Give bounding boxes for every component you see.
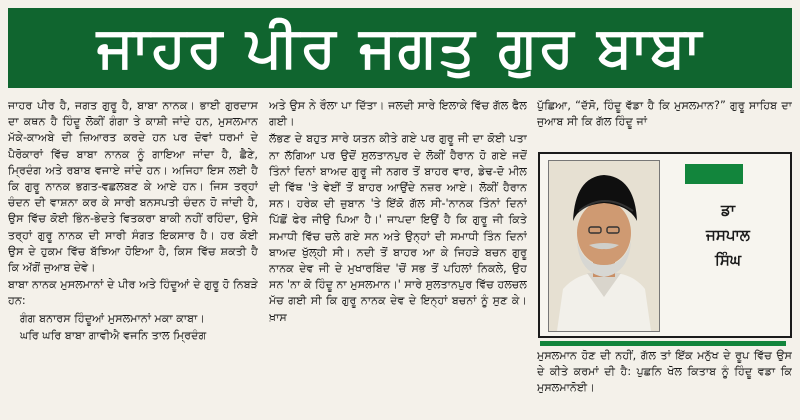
- verse-line: ਗੰਗ ਬਨਾਰਸ ਹਿੰਦੂਆਂ ਮੁਸਲਮਾਨਾਂ ਮਕਾ ਕਾਬਾ।: [20, 311, 205, 325]
- author-portrait-image: [549, 161, 659, 331]
- headline: ਜਾਹਰ ਪੀਰ ਜਗਤੁ ਗੁਰ ਬਾਬਾ: [96, 15, 704, 80]
- author-last-name: ਸਿੰਘ: [715, 251, 741, 269]
- author-name: [668, 198, 788, 273]
- article-column-2: [269, 98, 527, 420]
- paragraph: ਮੁਸਲਮਾਨ ਹੋਣ ਦੀ ਨਹੀਂ, ਗੱਲ ਤਾਂ ਇੱਕ ਮਨੁੱਖ ਦੇ ਰੂਪ ਵਿੱਚ ਉਸ ਦੇ ਕੀਤੇ ਕਰਮਾਂ ਦੀ ਹੈ: ਪੁਛਨਿ ਖੋਲ ਕਿਤਾਬ ਨੂੰ ਹਿੰਦੂ ਵਡਾ ਕਿ ਮੁਸਲਮਾਨੋਈ।: [537, 349, 792, 395]
- article-column-3-top: [537, 98, 792, 150]
- paragraph: ਪੁੱਛਿਆ, “ਦੱਸੋ, ਹਿੰਦੂ ਵੱਡਾ ਹੈ ਕਿ ਮੁਸਲਮਾਨ?” ਗੁਰੂ ਸਾਹਿਬ ਦਾ ਜੁਆਬ ਸੀ ਕਿ ਗੱਲ ਹਿੰਦੂ ਜਾਂ: [537, 99, 792, 129]
- paragraph: ਅਤੇ ਉਸ ਨੇ ਰੌਲਾ ਪਾ ਦਿੱਤਾ। ਜਲਦੀ ਸਾਰੇ ਇਲਾਕੇ ਵਿੱਚ ਗੱਲ ਫੈਲ ਗਈ।: [269, 99, 527, 129]
- author-title: ਡਾ: [720, 201, 736, 219]
- article-column-1: [8, 98, 258, 420]
- paragraph: ਲੱਭਣ ਦੇ ਬਹੁਤ ਸਾਰੇ ਯਤਨ ਕੀਤੇ ਗਏ ਪਰ ਗੁਰੂ ਜੀ ਦਾ ਕੋਈ ਪਤਾ ਨਾ ਲੱਗਿਆ ਪਰ ਉਦੋਂ ਸੁਲਤਾਨਪੁਰ ਦੇ ਲੋਕੀਂ ਹੈਰਾਨ ਹੋ ਗਏ ਜਦੋਂ ਤਿੰਨਾਂ ਦਿਨਾਂ ਬਾਅਦ ਗੁਰੂ ਜੀ ਨਗਰ ਤੋਂ ਬਾਹਰ ਵਾਰ, ਡੇਢ-ਦੋ ਮੀਲ ਦੀ ਵਿੱਥ 'ਤੇ ਵੇਈਂ ਤੋਂ ਬਾਹਰ ਆਉਂਦੇ ਨਜ਼ਰ ਆਏ। ਲੋਕੀਂ ਹੈਰਾਨ ਸਨ। ਹਰੇਕ ਦੀ ਜ਼ੁਬਾਨ 'ਤੇ ਇੱਕੋ ਗੱਲ ਸੀ-'ਨਾਨਕ ਤਿੰਨਾਂ ਦਿਨਾਂ ਪਿੱਛੋਂ ਫੇਰ ਜੀਉ ਪਿਆ ਹੈ।' ਜਾਪਦਾ ਇਉਂ ਹੈ ਕਿ ਗੁਰੂ ਜੀ ਕਿਤੇ ਸਮਾਧੀ ਵਿੱਚ ਚਲੇ ਗਏ ਸਨ ਅਤੇ ਉਨ੍ਹਾਂ ਦੀ ਸਮਾਧੀ ਤਿੰਨ ਦਿਨਾਂ ਬਾਅਦ ਖੁੱਲ੍ਹੀ ਸੀ। ਨਦੀ ਤੋਂ ਬਾਹਰ ਆ ਕੇ ਜਿਹੜੇ ਬਚਨ ਗੁਰੂ ਨਾਨਕ ਦੇਵ ਜੀ ਦੇ ਮੁਖਾਰਬਿੰਦ 'ਚੋਂ ਸਭ ਤੋਂ ਪਹਿਲਾਂ ਨਿਕਲੇ, ਉਹ ਸਨ 'ਨਾ ਕੋ ਹਿੰਦੂ ਨਾ ਮੁਸਲਮਾਨ।' ਸਾਰੇ ਸੁਲਤਾਨਪੁਰ ਵਿੱਚ ਹਲਚਲ ਮੱਚ ਗਈ ਸੀ ਕਿ ਗੁਰੂ ਨਾਨਕ ਦੇਵ ਦੇ ਇਨ੍ਹਾਂ ਬਚਨਾਂ ਨੂੰ ਸੁਣ ਕੇ। ਖ਼ਾਸ: [269, 132, 527, 324]
- author-photo: [548, 160, 660, 332]
- paragraph: ਜਾਹਰ ਪੀਰ ਹੈ, ਜਗਤ ਗੁਰੂ ਹੈ, ਬਾਬਾ ਨਾਨਕ। ਭਾਈ ਗੁਰਦਾਸ ਦਾ ਕਥਨ ਹੈ ਹਿੰਦੂ ਲੋਕੀਂ ਗੰਗਾ ਤੇ ਕਾਸ਼ੀ ਜਾਂਦੇ ਹਨ, ਮੁਸਲਮਾਨ ਮੱਕੇ-ਕਾਅਬੇ ਦੀ ਜ਼ਿਆਰਤ ਕਰਦੇ ਹਨ ਪਰ ਦੋਵਾਂ ਧਰਮਾਂ ਦੇ ਪੈਰੋਕਾਰਾਂ ਵਿੱਚ ਬਾਬਾ ਨਾਨਕ ਨੂੰ ਗਾਇਆ ਜਾਂਦਾ ਹੈ, ਛੈਣੇ, ਮ੍ਰਿਦੰਗ ਅਤੇ ਰਬਾਬ ਵਜਾਏ ਜਾਂਦੇ ਹਨ। ਅਜਿਹਾ ਇਸ ਲਈ ਹੈ ਕਿ ਗੁਰੂ ਨਾਨਕ ਭਗਤ-ਵਛਲਬਣ ਕੇ ਆਏ ਹਨ। ਜਿਸ ਤਰ੍ਹਾਂ ਚੰਦਨ ਦੀ ਵਾਸ਼ਨਾ ਕਰ ਕੇ ਸਾਰੀ ਬਨਸਪਤੀ ਚੰਦਨ ਹੋ ਜਾਂਦੀ ਹੈ, ਉਸ ਵਿੱਚ ਕੋਈ ਭਿੰਨ-ਭੇਦਤੇ ਵਿਤਕਰਾ ਬਾਕੀ ਨਹੀਂ ਰਹਿੰਦਾ, ਉਸੇ ਤਰ੍ਹਾਂ ਗੁਰੂ ਨਾਨਕ ਦੀ ਸਾਰੀ ਸੰਗਤ ਇਕਸਾਰ ਹੈ। ਹਰ ਕੋਈ ਉਸ ਦੇ ਹੁਕਮ ਵਿੱਚ ਬੱਝਿਆ ਹੋਇਆ ਹੈ, ਕਿਸ ਵਿੱਚ ਸ਼ਕਤੀ ਹੈ ਕਿ ਅੱਗੋਂ ਜੁਆਬ ਦੇਵੇ।: [8, 99, 258, 275]
- divider-line: [540, 341, 786, 346]
- accent-bar: [685, 164, 743, 184]
- author-box: [538, 152, 792, 338]
- paragraph: ਬਾਬਾ ਨਾਨਕ ਮੁਸਲਮਾਨਾਂ ਦੇ ਪੀਰ ਅਤੇ ਹਿੰਦੂਆਂ ਦੇ ਗੁਰੂ ਹੋ ਨਿਬੜੇ ਹਨ:: [8, 278, 258, 308]
- verse-line: ਘਰਿ ਘਰਿ ਬਾਬਾ ਗਾਵੀਐ ਵਜਨਿ ਤਾਲ ਮ੍ਰਿਦੰਗ: [20, 328, 207, 342]
- author-first-name: ਜਸਪਾਲ: [706, 226, 750, 244]
- headline-banner: [8, 8, 792, 88]
- article-column-3-bottom: [537, 348, 792, 420]
